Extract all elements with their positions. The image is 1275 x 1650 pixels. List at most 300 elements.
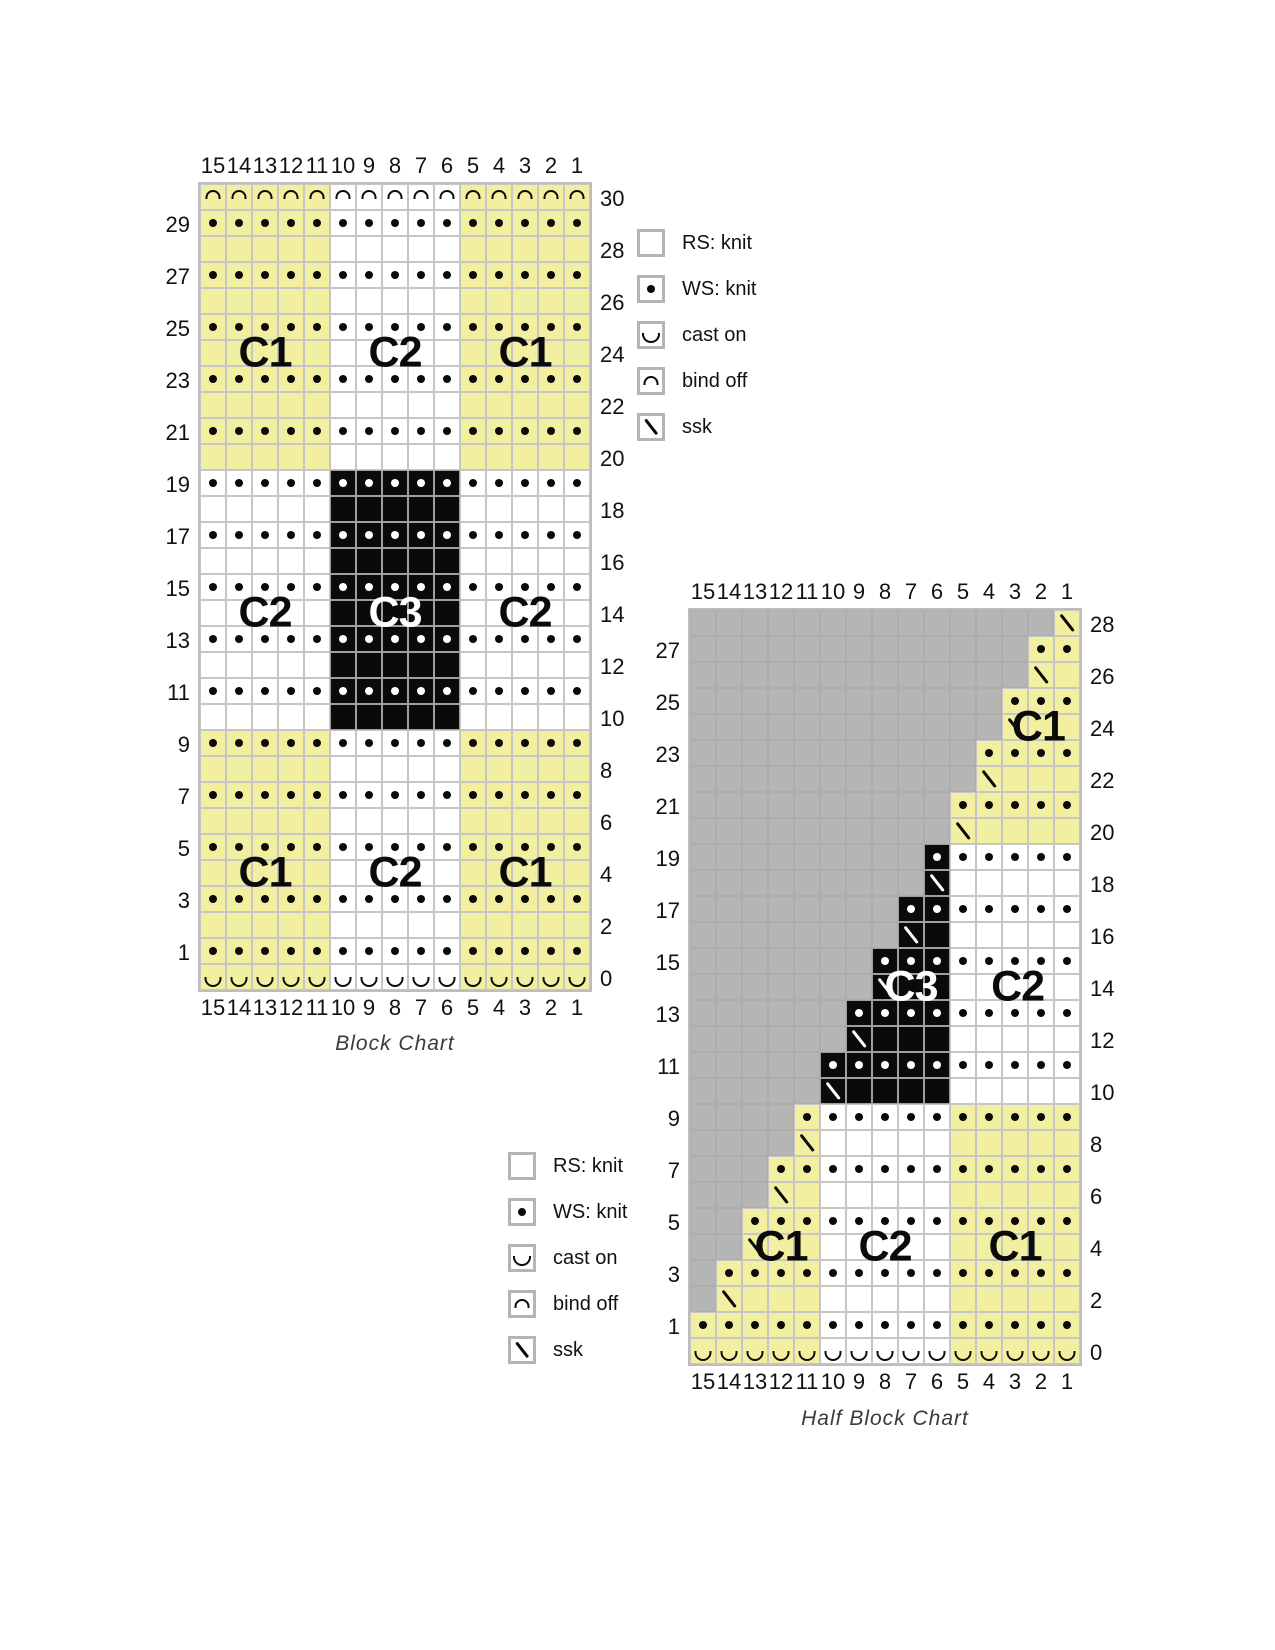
dot-icon bbox=[1011, 1321, 1019, 1329]
chart-cell bbox=[226, 652, 252, 678]
chart-cell bbox=[408, 782, 434, 808]
dot-icon bbox=[339, 583, 347, 591]
chart-cell bbox=[252, 366, 278, 392]
chart-cell bbox=[304, 392, 330, 418]
chart-cell bbox=[330, 808, 356, 834]
dot-icon bbox=[261, 531, 269, 539]
chart-cell bbox=[872, 1286, 898, 1312]
chart-cell bbox=[768, 1234, 794, 1260]
cast-on-icon bbox=[799, 1351, 816, 1361]
chart-cell bbox=[976, 1078, 1002, 1104]
chart-cell bbox=[1054, 792, 1080, 818]
legend-item-ws-knit bbox=[508, 1198, 627, 1226]
chart-cell bbox=[1028, 974, 1054, 1000]
chart-cell bbox=[460, 652, 486, 678]
bind-off-icon bbox=[336, 190, 351, 199]
dot-icon bbox=[235, 427, 243, 435]
chart-cell bbox=[976, 688, 1002, 714]
dot-icon bbox=[313, 947, 321, 955]
chart-cell bbox=[460, 756, 486, 782]
chart-cell bbox=[1054, 844, 1080, 870]
chart-cell bbox=[382, 782, 408, 808]
chart-cell bbox=[1002, 1208, 1028, 1234]
chart-cell bbox=[794, 1000, 820, 1026]
bind-off-icon bbox=[232, 190, 247, 199]
bind-off-icon bbox=[414, 190, 429, 199]
dot-icon bbox=[1063, 957, 1071, 965]
ssk-glyph bbox=[644, 419, 658, 436]
dot-icon bbox=[1011, 1009, 1019, 1017]
chart-cell bbox=[768, 1156, 794, 1182]
chart-cell bbox=[460, 392, 486, 418]
chart-cell bbox=[716, 1078, 742, 1104]
dot-icon bbox=[495, 271, 503, 279]
chart-cell bbox=[512, 652, 538, 678]
dot-icon bbox=[391, 635, 399, 643]
dot-icon bbox=[521, 739, 529, 747]
chart-cell bbox=[304, 262, 330, 288]
dot-icon bbox=[339, 895, 347, 903]
chart-cell bbox=[200, 652, 226, 678]
chart-cell bbox=[408, 808, 434, 834]
chart-cell bbox=[382, 574, 408, 600]
dot-icon bbox=[985, 1009, 993, 1017]
dot-icon bbox=[391, 791, 399, 799]
chart-cell bbox=[200, 392, 226, 418]
chart-cell bbox=[434, 496, 460, 522]
dot-icon bbox=[959, 1321, 967, 1329]
chart-cell bbox=[768, 844, 794, 870]
chart-cell bbox=[950, 1286, 976, 1312]
chart-cell bbox=[512, 548, 538, 574]
chart-cell bbox=[950, 818, 976, 844]
chart-cell bbox=[200, 210, 226, 236]
chart-cell bbox=[356, 964, 382, 990]
legend-item-rs-knit bbox=[508, 1152, 627, 1180]
dot-icon bbox=[1037, 697, 1045, 705]
dot-icon bbox=[287, 271, 295, 279]
chart-cell bbox=[200, 340, 226, 366]
chart-cell bbox=[486, 470, 512, 496]
zone-label: C3 bbox=[368, 588, 422, 637]
chart-cell bbox=[1002, 792, 1028, 818]
row-number: 24 bbox=[1090, 716, 1115, 741]
chart-cell bbox=[564, 262, 590, 288]
chart-cell bbox=[1054, 922, 1080, 948]
chart-cell bbox=[382, 938, 408, 964]
chart-cell bbox=[356, 938, 382, 964]
chart-cell bbox=[924, 1052, 950, 1078]
dot-icon bbox=[547, 271, 555, 279]
chart-cell bbox=[950, 1182, 976, 1208]
dot-icon bbox=[209, 947, 217, 955]
dot-icon bbox=[287, 739, 295, 747]
chart-cell bbox=[226, 366, 252, 392]
chart-cell bbox=[200, 964, 226, 990]
chart-cell bbox=[486, 574, 512, 600]
dot-icon bbox=[751, 1269, 759, 1277]
chart-cell bbox=[252, 938, 278, 964]
chart-cell bbox=[330, 236, 356, 262]
chart-cell bbox=[1002, 1026, 1028, 1052]
chart-cell bbox=[898, 766, 924, 792]
dot-icon bbox=[547, 375, 555, 383]
chart-cell bbox=[408, 392, 434, 418]
column-number: 1 bbox=[1060, 579, 1074, 604]
chart-cell bbox=[304, 470, 330, 496]
chart-cell bbox=[1028, 1286, 1054, 1312]
chart-cell bbox=[278, 184, 304, 210]
dot-icon bbox=[209, 791, 217, 799]
chart-cell bbox=[460, 470, 486, 496]
dot-icon bbox=[573, 323, 581, 331]
chart-cell bbox=[716, 1104, 742, 1130]
chart-cell bbox=[846, 714, 872, 740]
chart-cell bbox=[976, 740, 1002, 766]
chart-cell bbox=[382, 626, 408, 652]
ssk-icon bbox=[930, 874, 945, 892]
cast-on-icon bbox=[695, 1351, 712, 1361]
column-number: 9 bbox=[362, 153, 376, 178]
dot-icon bbox=[417, 843, 425, 851]
bind-off-icon bbox=[284, 190, 299, 199]
chart-cell bbox=[924, 1078, 950, 1104]
dot-icon bbox=[881, 1269, 889, 1277]
dot-icon bbox=[313, 687, 321, 695]
chart-cell bbox=[486, 704, 512, 730]
dot-icon bbox=[1063, 1165, 1071, 1173]
chart-cell bbox=[486, 444, 512, 470]
chart-cell bbox=[976, 922, 1002, 948]
dot-icon bbox=[573, 947, 581, 955]
column-number: 12 bbox=[768, 1369, 794, 1394]
chart-cell bbox=[278, 418, 304, 444]
chart-cell bbox=[742, 1052, 768, 1078]
dot-icon bbox=[313, 531, 321, 539]
chart-cell bbox=[846, 1026, 872, 1052]
dot-icon bbox=[235, 219, 243, 227]
chart-cell bbox=[820, 844, 846, 870]
chart-cell bbox=[846, 688, 872, 714]
dot-icon bbox=[261, 687, 269, 695]
chart-cell bbox=[330, 730, 356, 756]
column-number: 3 bbox=[1008, 1369, 1022, 1394]
chart-cell bbox=[304, 964, 330, 990]
column-number: 6 bbox=[930, 1369, 944, 1394]
chart-cell bbox=[976, 1182, 1002, 1208]
chart-cell bbox=[950, 870, 976, 896]
chart-cell bbox=[1054, 1052, 1080, 1078]
dot-icon bbox=[959, 957, 967, 965]
row-number: 3 bbox=[667, 1262, 680, 1287]
chart-cell bbox=[768, 922, 794, 948]
chart-cell bbox=[820, 1286, 846, 1312]
chart-cell bbox=[898, 1078, 924, 1104]
chart-cell bbox=[252, 730, 278, 756]
dot-icon bbox=[829, 1217, 837, 1225]
dot-icon bbox=[365, 427, 373, 435]
chart-cell bbox=[538, 262, 564, 288]
cast-on-icon bbox=[569, 977, 586, 987]
chart-cell bbox=[486, 522, 512, 548]
cast-on-icon bbox=[517, 977, 534, 987]
chart-cell bbox=[742, 948, 768, 974]
legend-item-bind-off bbox=[637, 367, 756, 395]
chart-cell bbox=[872, 974, 898, 1000]
chart-cell bbox=[304, 808, 330, 834]
dot-icon bbox=[469, 895, 477, 903]
dot-icon bbox=[985, 801, 993, 809]
dot-icon bbox=[803, 1165, 811, 1173]
chart-cell bbox=[716, 1234, 742, 1260]
chart-cell bbox=[820, 818, 846, 844]
dot-icon bbox=[829, 1269, 837, 1277]
chart-cell bbox=[742, 740, 768, 766]
dot-icon bbox=[985, 1217, 993, 1225]
dot-icon bbox=[313, 271, 321, 279]
dot-icon bbox=[495, 895, 503, 903]
chart-cell bbox=[200, 262, 226, 288]
dot-icon bbox=[287, 895, 295, 903]
zone-label: C2 bbox=[991, 962, 1045, 1011]
chart-cell bbox=[1028, 1130, 1054, 1156]
legend-item-label: WS: knit bbox=[682, 277, 757, 300]
chart-cell bbox=[460, 730, 486, 756]
chart-cell bbox=[716, 714, 742, 740]
cast-on-icon bbox=[543, 977, 560, 987]
chart-cell bbox=[564, 236, 590, 262]
ssk-icon bbox=[637, 413, 665, 441]
chart-cell bbox=[846, 610, 872, 636]
row-number: 9 bbox=[667, 1106, 680, 1131]
chart-cell bbox=[1028, 1026, 1054, 1052]
chart-cell bbox=[924, 948, 950, 974]
dot-icon bbox=[933, 853, 941, 861]
chart-cell bbox=[356, 262, 382, 288]
chart-cell bbox=[1002, 1000, 1028, 1026]
chart-cell bbox=[1028, 1208, 1054, 1234]
chart-cell bbox=[538, 184, 564, 210]
chart-cell bbox=[278, 782, 304, 808]
chart-cell bbox=[898, 870, 924, 896]
chart-cell bbox=[382, 314, 408, 340]
dot-icon bbox=[855, 1321, 863, 1329]
chart-cell bbox=[898, 740, 924, 766]
chart-cell bbox=[434, 964, 460, 990]
chart-cell bbox=[872, 896, 898, 922]
dot-icon bbox=[573, 375, 581, 383]
chart-cell bbox=[898, 1286, 924, 1312]
chart-cell bbox=[872, 1234, 898, 1260]
dot-icon bbox=[803, 1113, 811, 1121]
chart-cell bbox=[434, 756, 460, 782]
zone-label: C1 bbox=[498, 848, 552, 897]
dot-icon bbox=[313, 375, 321, 383]
chart-cell bbox=[794, 1078, 820, 1104]
chart-cell bbox=[408, 366, 434, 392]
cast-on-icon bbox=[491, 977, 508, 987]
dot-icon bbox=[443, 323, 451, 331]
legend-item-ssk bbox=[637, 413, 756, 441]
chart-cell bbox=[356, 340, 382, 366]
chart-cell bbox=[872, 610, 898, 636]
row-number: 22 bbox=[1090, 768, 1115, 793]
chart-cell bbox=[356, 860, 382, 886]
chart-cell bbox=[1054, 766, 1080, 792]
row-number: 26 bbox=[600, 290, 625, 315]
dot-icon bbox=[443, 583, 451, 591]
dot-icon bbox=[855, 1269, 863, 1277]
chart-cell bbox=[950, 974, 976, 1000]
chart-cell bbox=[768, 662, 794, 688]
chart-cell bbox=[898, 688, 924, 714]
chart-cell bbox=[304, 184, 330, 210]
chart-cell bbox=[768, 1026, 794, 1052]
legend-item-label: cast on bbox=[682, 323, 747, 346]
chart-cell bbox=[226, 496, 252, 522]
chart-cell bbox=[304, 366, 330, 392]
chart-cell bbox=[512, 964, 538, 990]
bind-off-icon bbox=[570, 190, 585, 199]
chart-cell bbox=[820, 610, 846, 636]
chart-cell bbox=[460, 886, 486, 912]
chart-cell bbox=[330, 496, 356, 522]
dot-icon bbox=[391, 895, 399, 903]
chart-cell bbox=[252, 340, 278, 366]
dot-icon bbox=[287, 687, 295, 695]
column-number: 4 bbox=[982, 579, 996, 604]
legend-item-rs-knit bbox=[637, 229, 756, 257]
chart-cell bbox=[898, 662, 924, 688]
dot-icon bbox=[469, 479, 477, 487]
dot-icon bbox=[443, 687, 451, 695]
chart-cell bbox=[872, 818, 898, 844]
chart-cell bbox=[278, 392, 304, 418]
chart-cell bbox=[564, 418, 590, 444]
chart-cell bbox=[950, 714, 976, 740]
chart-cell bbox=[950, 740, 976, 766]
chart-cell bbox=[872, 1182, 898, 1208]
legend-item-ssk bbox=[508, 1336, 627, 1364]
dot-icon bbox=[339, 791, 347, 799]
chart-cell bbox=[924, 1286, 950, 1312]
chart-cell bbox=[382, 366, 408, 392]
dot-icon bbox=[469, 739, 477, 747]
dot-icon bbox=[209, 323, 217, 331]
chart-cell bbox=[1002, 636, 1028, 662]
chart-cell bbox=[742, 1234, 768, 1260]
chart-cell bbox=[486, 184, 512, 210]
dot-icon bbox=[209, 531, 217, 539]
chart-cell bbox=[564, 496, 590, 522]
chart-cell bbox=[742, 610, 768, 636]
dot-icon bbox=[391, 843, 399, 851]
chart-cell bbox=[304, 314, 330, 340]
dot-icon bbox=[365, 375, 373, 383]
dot-icon bbox=[1063, 749, 1071, 757]
chart-cell bbox=[434, 600, 460, 626]
row-number: 20 bbox=[1090, 820, 1115, 845]
chart-cell bbox=[924, 1130, 950, 1156]
chart-cell bbox=[564, 314, 590, 340]
column-number: 2 bbox=[1034, 579, 1048, 604]
chart-cell bbox=[716, 1130, 742, 1156]
chart-cell bbox=[226, 912, 252, 938]
dot-icon bbox=[521, 583, 529, 591]
chart-cell bbox=[1028, 1182, 1054, 1208]
chart-cell bbox=[690, 870, 716, 896]
dot-icon bbox=[1011, 1269, 1019, 1277]
dot-icon bbox=[235, 635, 243, 643]
chart-cell bbox=[252, 808, 278, 834]
chart-cell bbox=[460, 418, 486, 444]
chart-cell bbox=[408, 626, 434, 652]
row-number: 21 bbox=[165, 420, 190, 445]
column-number: 15 bbox=[690, 1369, 716, 1394]
dot-icon bbox=[907, 1113, 915, 1121]
chart-cell bbox=[950, 896, 976, 922]
dot-icon bbox=[313, 739, 321, 747]
chart-cell bbox=[1028, 896, 1054, 922]
column-number: 14 bbox=[716, 579, 742, 604]
row-number: 14 bbox=[600, 602, 625, 627]
dot-icon bbox=[573, 739, 581, 747]
chart-cell bbox=[330, 288, 356, 314]
chart-cell bbox=[434, 860, 460, 886]
chart-cell bbox=[356, 236, 382, 262]
chart-cell bbox=[434, 678, 460, 704]
chart-cell bbox=[330, 886, 356, 912]
chart-cell bbox=[690, 1156, 716, 1182]
chart-cell bbox=[408, 756, 434, 782]
column-number: 12 bbox=[278, 995, 304, 1020]
chart-cell bbox=[768, 1182, 794, 1208]
chart-cell bbox=[716, 740, 742, 766]
dot-icon bbox=[391, 219, 399, 227]
dot-icon bbox=[261, 479, 269, 487]
chart-cell bbox=[794, 1234, 820, 1260]
chart-cell bbox=[564, 392, 590, 418]
dot-icon bbox=[881, 1061, 889, 1069]
dot-icon bbox=[313, 219, 321, 227]
chart-cell bbox=[304, 912, 330, 938]
chart-cell bbox=[690, 844, 716, 870]
chart-cell bbox=[794, 922, 820, 948]
rs-knit-icon bbox=[637, 229, 665, 257]
chart-cell bbox=[382, 808, 408, 834]
chart-cell bbox=[794, 714, 820, 740]
chart-grid bbox=[198, 182, 592, 992]
chart-cell bbox=[820, 922, 846, 948]
chart-cell bbox=[278, 236, 304, 262]
dot-icon bbox=[209, 479, 217, 487]
column-number: 2 bbox=[544, 995, 558, 1020]
column-number: 13 bbox=[742, 1369, 768, 1394]
chart-cell bbox=[976, 1052, 1002, 1078]
dot-icon bbox=[235, 479, 243, 487]
chart-cell bbox=[872, 844, 898, 870]
dot-icon bbox=[547, 687, 555, 695]
chart-cell bbox=[768, 636, 794, 662]
chart-cell bbox=[768, 1312, 794, 1338]
chart-cell bbox=[408, 600, 434, 626]
chart-cell bbox=[252, 392, 278, 418]
dot-icon bbox=[881, 1009, 889, 1017]
chart-cell bbox=[898, 1130, 924, 1156]
dot-icon bbox=[803, 1269, 811, 1277]
ssk-icon bbox=[774, 1186, 789, 1204]
dot-icon bbox=[235, 271, 243, 279]
